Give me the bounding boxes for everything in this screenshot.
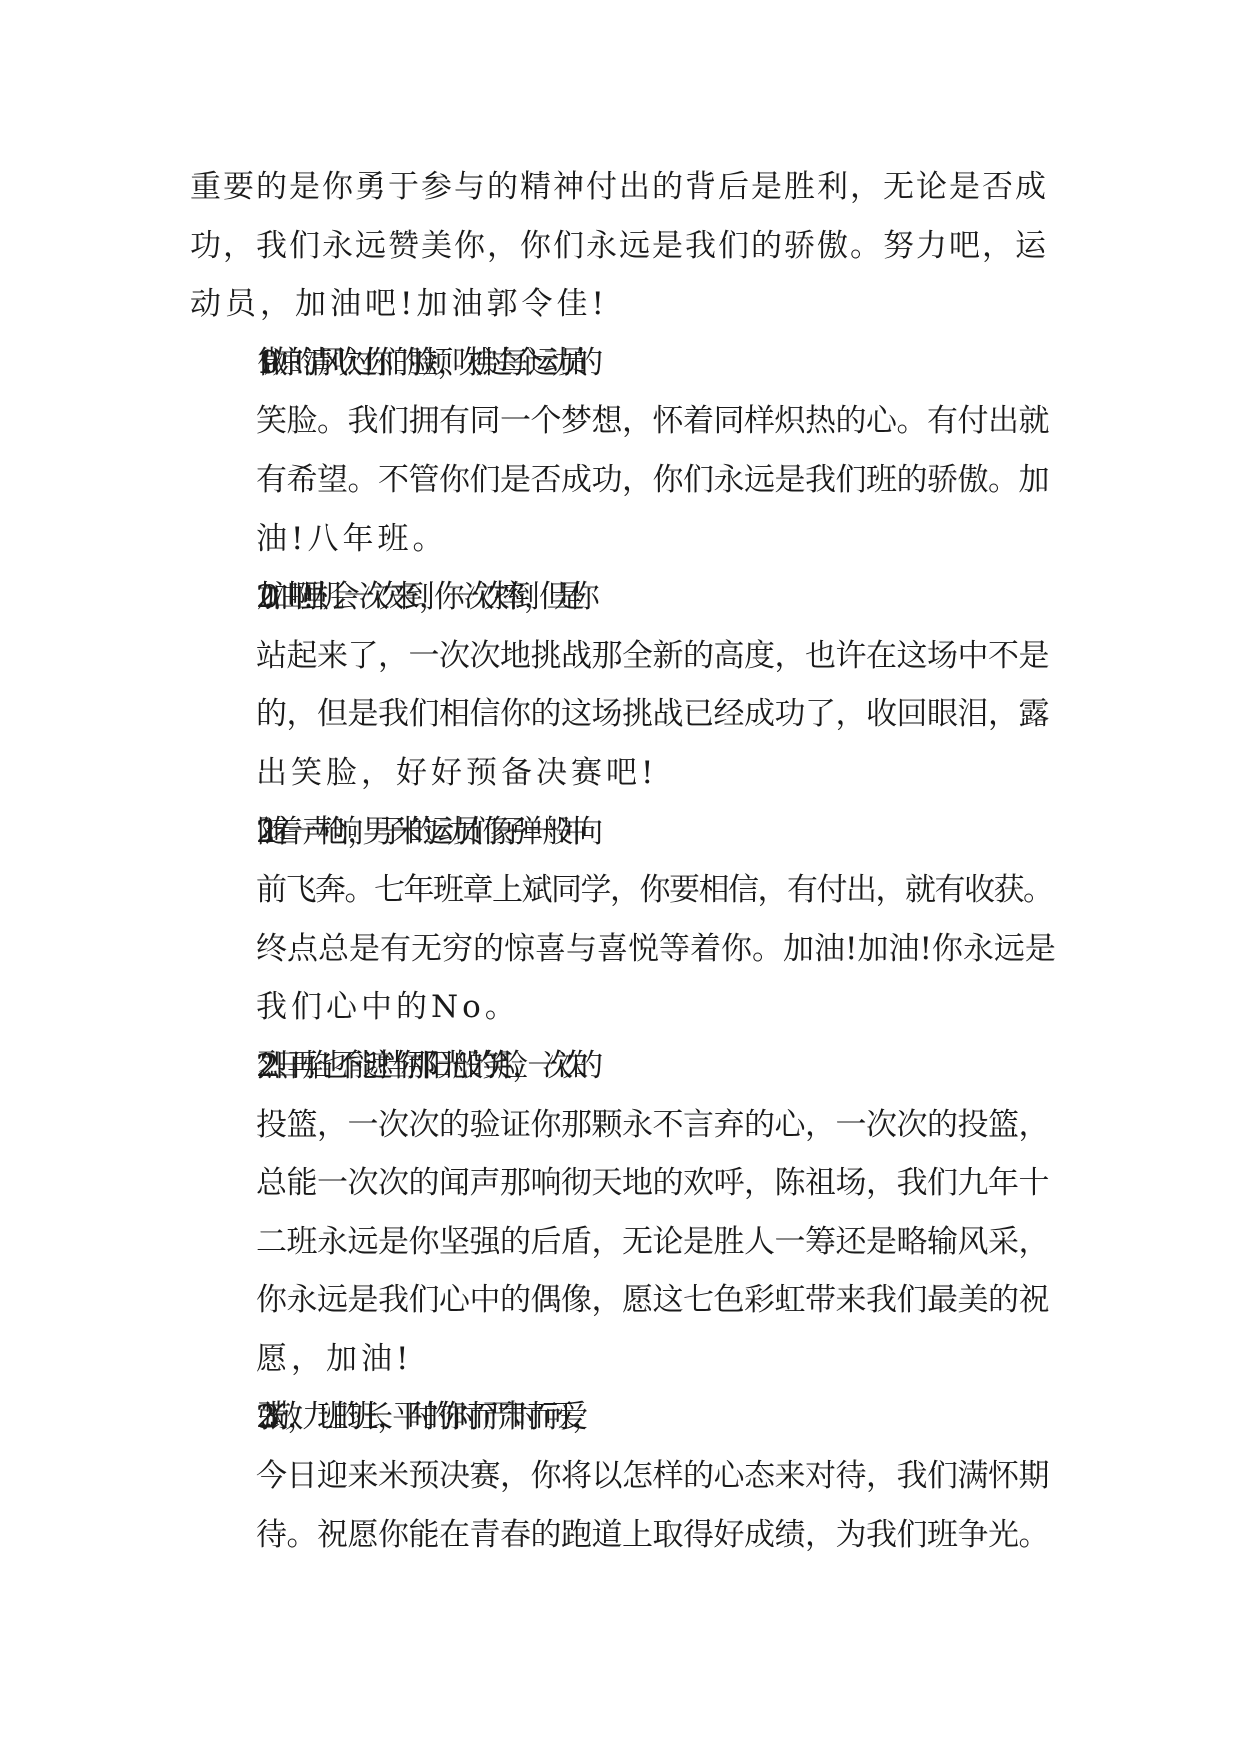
text-line: 19.微凉的清风吹过你们的脸颊，吹拂过每个运动员的 — [256, 344, 588, 381]
text-line: 有希望。不管你们是否成功，你们永远是我们班的骄傲。加 — [256, 461, 1049, 498]
text-line: 笑脸。我们拥有同一个梦想，怀着同样炽热的心。有付出就 — [256, 403, 1049, 440]
text-line: 总能一次次的闻声那响彻天地的欢呼，陈祖场，我们九年十 — [256, 1165, 1049, 1202]
paragraph — [190, 1388, 1060, 1564]
text-line: 我们心中的No。 — [256, 989, 520, 1026]
text-line: 站起来了，一次次地挑战那全新的高度，也许在这场中不是 — [256, 637, 1049, 674]
text-line: 你永远是我们心中的偶像，愿这七色彩虹带来我们最美的祝 — [256, 1282, 1049, 1319]
text-line: 出笑脸，好好预备决赛吧! — [256, 754, 658, 791]
text-line: 前飞奔。七年班章上斌同学，你要相信，有付出，就有收获。 — [256, 872, 1053, 909]
text-line: 终点总是有无穷的惊喜与喜悦等着你。加油!加油!你永远是 — [256, 930, 1056, 967]
text-line: 功，我们永远赞美你，你们永远是我们的骄傲。努力吧，运 — [190, 227, 1048, 264]
paragraph — [190, 1037, 1060, 1389]
text-line: 待。祝愿你能在青春的跑道上取得好成绩，为我们班争光。 — [256, 1516, 1049, 1553]
text-line: 23.张敬，九班的班长，平时的你时而严肃时而可爱， — [256, 1399, 588, 1436]
text-line: 今日迎来米预决赛，你将以怎样的心态来对待，我们满怀期 — [256, 1458, 1049, 1495]
paragraph — [190, 568, 1060, 802]
text-line: 动员，加油吧!加油郭令佳! — [190, 286, 608, 323]
text-line: 二班永远是你坚强的后盾，无论是胜人一筹还是略输风采， — [256, 1223, 1049, 1260]
text-line: 20.加油啊!虽机会一次次来到，你一次次摔倒，但是你 — [256, 579, 584, 616]
text-line: 22.烈日再焰也不能遮挡你那阳光般的笑脸，一次次的 — [256, 1047, 588, 1084]
paragraph — [190, 158, 1060, 334]
document-body — [190, 158, 1060, 1564]
paragraph — [190, 803, 1060, 1037]
text-line: 投篮，一次次的验证你那颗永不言弃的心，一次次的投篮， — [256, 1106, 1049, 1143]
text-line: 的，但是我们相信你的这场挑战已经成功了，收回眼泪，露 — [256, 696, 1049, 733]
text-line: 重要的是你勇于参与的精神付出的背后是胜利，无论是否成 — [190, 169, 1048, 205]
text-line: 油!八年班。 — [256, 520, 448, 557]
text-line: 愿，加油! — [256, 1340, 413, 1377]
text-line: 21.随着一声枪响，男子米的运动员们像子弹一般冲向 — [256, 813, 588, 850]
paragraph — [190, 334, 1060, 568]
